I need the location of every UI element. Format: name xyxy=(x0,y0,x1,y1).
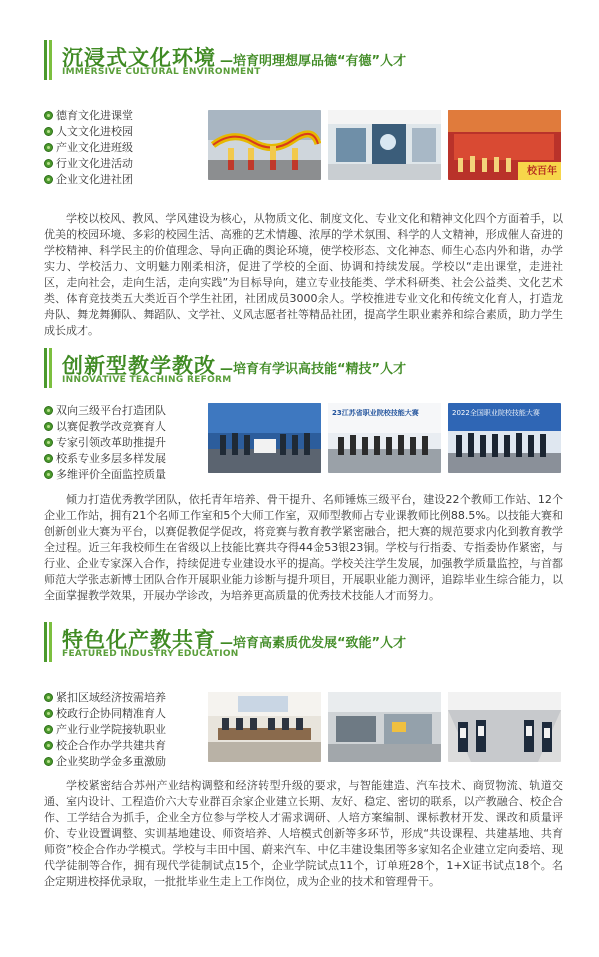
list-item: 紧扣区域经济按需培养 xyxy=(44,690,204,706)
list-item: 人文文化进校园 xyxy=(44,124,204,140)
list-item: 专家引领改革助推提升 xyxy=(44,435,204,451)
section-paragraph: 学校以校风、教风、学风建设为核心，从物质文化、制度文化、专业文化和精神文化四个方面着手，以优美的校园环境、多彩的校园生活、高雅的艺术情趣、浓厚的学术氛围、科学的人文精神，形成催人奋进的学校精神、科学民主的价值理念、导向正确的舆论环境，使学校形态、文化神态、师生心态内外和谐，办学实力、学校活力、文明魅力刚柔相济，促进了学校的全面、协调和持续发展。学校以“走出课堂，走进社区，走向社会，走向生活，走向实践”为目标导向，建立专业技能类、学术科研类、社会公益类、文化艺术类、体育竞技类五大类近百个学生社团，社团成员3000余人。学校推进专业文化和传统文化育人，打造龙舟队、舞龙舞狮队、舞蹈队、文学社、义风志愿者社等精品社团，提高学生职业素养和综合素质，助力学生成长成才。 xyxy=(44,212,563,337)
section-paragraph: 学校紧密结合苏州产业结构调整和经济转型升级的要求，与智能建造、汽车技术、商贸物流、轨道交通、室内设计、工程造价六大专业群百余家企业建立长期、友好、稳定、密切的联系，以产教融合、校企合作、工学结合为抓手，企业全方位参与学校人才需求调研、人培方案编制、课标教材开发、课改和质量评价、专业设置调整、实训基地建设、师资培养、人培模式创新等多环节，形成“共设课程、共建基地、共育师资”校企合作办学模式。学校与丰田中国、蔚来汽车、中亿丰建设集团等多家知名企业建立定向委培、现代学徒制等合作，拥有现代学徒制试点15个，企业学院试点11个，订单班28个，1+X证书试点18个。名企定期进校择优录取，一批批毕业生走上工作岗位，成为企业的技术和管理骨干。 xyxy=(44,779,563,888)
photo-caption: 校百年 xyxy=(527,166,557,177)
photo-meeting-room xyxy=(208,692,321,762)
section-title: 沉浸式文化环境 xyxy=(62,46,216,70)
section-title: 创新型教学教改 xyxy=(62,354,216,378)
list-item: 校系专业多层多样发展 xyxy=(44,451,204,467)
section-industry xyxy=(0,610,599,957)
bullet-icon xyxy=(44,159,53,168)
list-item: 校政行企协同精准育人 xyxy=(44,706,204,722)
list-item: 行业文化进活动 xyxy=(44,156,204,172)
bullet-icon xyxy=(44,470,53,479)
photo-team-group xyxy=(208,403,321,473)
photo-anniversary xyxy=(448,110,561,180)
bullet-icon xyxy=(44,709,53,718)
photo-national-contest xyxy=(448,403,561,473)
bullet-icon xyxy=(44,143,53,152)
photo-caption: 2022全国职业院校技能大赛 xyxy=(452,409,540,417)
bullet-list xyxy=(44,108,204,188)
bullet-icon xyxy=(44,438,53,447)
list-item: 企业奖助学金多重激励 xyxy=(44,754,204,770)
photo-skills-contest xyxy=(328,403,441,473)
bullet-icon xyxy=(44,111,53,120)
accent-bar xyxy=(44,622,52,662)
accent-bar xyxy=(44,348,52,388)
bullet-list xyxy=(44,690,204,770)
bullet-icon xyxy=(44,725,53,734)
bullet-icon xyxy=(44,757,53,766)
list-item: 德育文化进课堂 xyxy=(44,108,204,124)
list-item: 多维评价全面监控质量 xyxy=(44,467,204,483)
section-culture xyxy=(0,0,599,337)
list-item: 企业文化进社团 xyxy=(44,172,204,188)
bullet-icon xyxy=(44,175,53,184)
section-title: 特色化产教共育 xyxy=(62,628,216,652)
bullet-icon xyxy=(44,406,53,415)
photo-train-class xyxy=(448,692,561,762)
list-item: 双向三级平台打造团队 xyxy=(44,403,204,419)
photo-workshop xyxy=(328,692,441,762)
bullet-icon xyxy=(44,454,53,463)
section-teaching xyxy=(0,330,599,610)
photo-campus-hall xyxy=(328,110,441,180)
bullet-icon xyxy=(44,127,53,136)
section-subtitle: —培育明理想厚品德“有德”人才 xyxy=(220,54,407,69)
section-title-en: IMMERSIVE CULTURAL ENVIRONMENT xyxy=(62,67,261,77)
bullet-icon xyxy=(44,422,53,431)
section-subtitle: —培育有学识高技能“精技”人才 xyxy=(220,362,407,377)
bullet-list xyxy=(44,403,204,483)
accent-bar xyxy=(44,40,52,80)
photo-dragon-dance xyxy=(208,110,321,180)
section-title-en: FEATURED INDUSTRY EDUCATION xyxy=(62,649,239,659)
list-item: 产业行业学院接轨职业 xyxy=(44,722,204,738)
section-paragraph: 倾力打造优秀教学团队，依托青年培养、骨干提升、名师锤炼三级平台，建设22个教师工作站、12个企业工作站，拥有21个名师工作室和5个大师工作室，双师型教师占专业课教师比例88.5%。以技能大赛和创新创业大赛为平台，以赛促教促学促改，将竞赛与教育教学紧密融合，把大赛的规范要求内化到教育教学全过程。近三年我校师生在省级以上技能比赛共夺得44金53银23铜。学校与行指委、专指委协作紧密，与行业、企业专家深入合作，持续促进专业建设水平的提高。学校关注学生发展，加强教学质量监控，与首都师范大学张志新博士团队合作开展职业能力诊断与提升项目，开展职业能力测评，追踪毕业生综合能力，以全面掌握教学效果，开展办学诊改，为培养更高质量的优秀技术技能人才而努力。 xyxy=(44,493,563,602)
section-title-en: INNOVATIVE TEACHING REFORM xyxy=(62,375,232,385)
bullet-icon xyxy=(44,741,53,750)
photo-caption: 23江苏省职业院校技能大赛 xyxy=(332,409,419,417)
section-subtitle: —培育高素质优发展“致能”人才 xyxy=(220,636,407,651)
list-item: 校企合作办学共建共育 xyxy=(44,738,204,754)
bullet-icon xyxy=(44,693,53,702)
list-item: 产业文化进班级 xyxy=(44,140,204,156)
list-item: 以赛促教学改竞赛育人 xyxy=(44,419,204,435)
